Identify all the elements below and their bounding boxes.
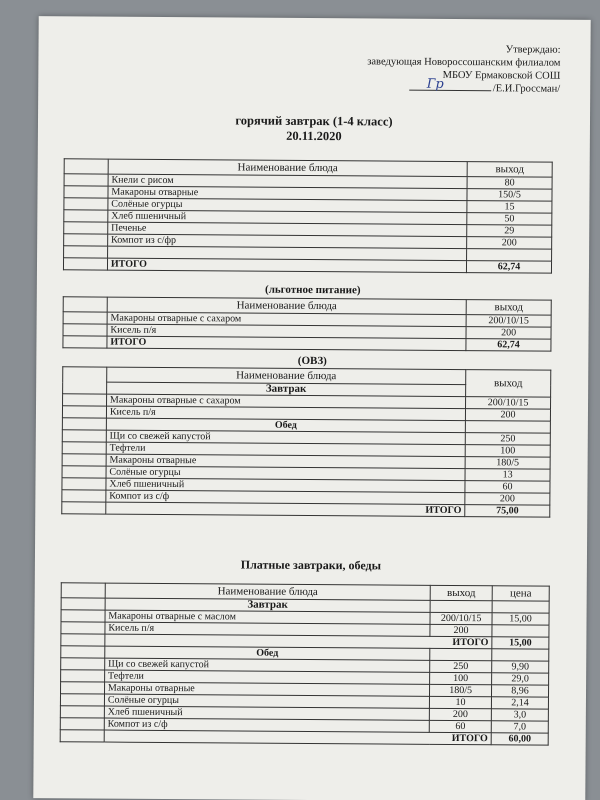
document-date: 20.11.2020 bbox=[286, 128, 342, 144]
total-value: 60,00 bbox=[491, 733, 548, 745]
dish-name: Кнели с рисом bbox=[108, 174, 467, 189]
dish-output: 200 bbox=[467, 237, 552, 250]
header-output: выход bbox=[466, 300, 551, 316]
dish-price: 15,00 bbox=[492, 613, 549, 625]
dish-name: Солёные огурцы bbox=[104, 694, 429, 708]
dish-name: Щи со свежей капустой bbox=[105, 658, 430, 672]
dish-name: Печенье bbox=[108, 222, 467, 237]
total-row bbox=[60, 730, 548, 745]
menu-document bbox=[33, 16, 590, 800]
dish-name: Солёные огурцы bbox=[106, 466, 465, 481]
approval-signature-row bbox=[367, 76, 561, 95]
dish-name: Кисель п/я bbox=[105, 622, 430, 636]
dish-name: Макароны отварные bbox=[106, 454, 465, 469]
dish-output: 200/10/15 bbox=[466, 397, 551, 410]
dish-name: Тефтели bbox=[106, 442, 465, 457]
header-dish-name: Наименование блюда bbox=[107, 297, 466, 315]
total-value: 75,00 bbox=[465, 505, 550, 518]
total-row bbox=[63, 258, 551, 273]
dish-price: 2,14 bbox=[491, 697, 548, 709]
header-dish-name: Наименование блюда bbox=[107, 367, 466, 385]
dish-output: 29 bbox=[467, 225, 552, 238]
lunch-label: Обед bbox=[106, 418, 465, 433]
dish-output: 60 bbox=[465, 481, 550, 494]
dish-name: Солёные огурцы bbox=[108, 198, 467, 213]
dish-output: 180/5 bbox=[465, 457, 550, 470]
total-label: ИТОГО bbox=[107, 336, 466, 351]
dish-output: 200/10/15 bbox=[466, 315, 551, 328]
dish-output: 200 bbox=[465, 493, 550, 506]
approval-position: заведующая Новороссошанским филиалом bbox=[367, 56, 561, 69]
dish-price: 3,0 bbox=[491, 709, 548, 721]
dish-output: 13 bbox=[465, 469, 550, 482]
dish-output: 100 bbox=[430, 672, 492, 684]
header-output: выход bbox=[466, 370, 551, 398]
section-title-discount: (льготное питание) bbox=[265, 283, 361, 297]
dish-name: Макароны отварные с сахаром bbox=[106, 394, 465, 409]
total-row bbox=[62, 502, 550, 517]
header-price: цена bbox=[492, 586, 549, 601]
dish-name: Хлеб пшеничный bbox=[106, 478, 465, 493]
approval-name: /Е.И.Гроссман/ bbox=[492, 83, 561, 95]
approval-block bbox=[367, 42, 561, 95]
dish-output: 180/5 bbox=[430, 684, 492, 696]
dish-name: Хлеб пшеничный bbox=[104, 706, 429, 720]
dish-name: Кисель п/я bbox=[106, 406, 465, 421]
dish-name: Компот из с/фр bbox=[108, 234, 467, 249]
signature-line bbox=[409, 76, 491, 92]
document-header bbox=[38, 112, 590, 146]
menu-table-ovz bbox=[61, 366, 551, 517]
dish-output: 80 bbox=[467, 177, 552, 190]
menu-table-main bbox=[63, 158, 553, 273]
approval-school: МБОУ Ермаковской СОШ bbox=[442, 69, 561, 82]
total-row bbox=[63, 336, 551, 351]
dish-name: Хлеб пшеничный bbox=[108, 210, 467, 225]
document-title: горячий завтрак (1-4 класс) bbox=[235, 113, 393, 129]
dish-output: 100 bbox=[465, 445, 550, 458]
dish-output: 50 bbox=[467, 213, 552, 226]
total-label: ИТОГО bbox=[107, 258, 466, 273]
breakfast-label: Завтрак bbox=[106, 382, 465, 397]
handwritten-signature: Гр bbox=[426, 76, 444, 92]
dish-name: Кисель п/я bbox=[107, 324, 466, 339]
dish-output: 250 bbox=[430, 660, 492, 672]
dish-name: Макароны отварные bbox=[108, 186, 467, 201]
dish-output: 200 bbox=[430, 624, 492, 636]
total-label: ИТОГО bbox=[104, 730, 491, 745]
dish-price: 29,0 bbox=[492, 673, 549, 685]
section-title-paid: Платные завтраки, обеды bbox=[240, 557, 382, 573]
dish-name: Макароны отварные bbox=[104, 682, 429, 696]
dish-name: Щи со свежей капустой bbox=[106, 430, 465, 445]
menu-table-paid bbox=[60, 582, 550, 745]
dish-price: 8,96 bbox=[492, 685, 549, 697]
dish-output: 10 bbox=[430, 696, 492, 708]
total-label: ИТОГО bbox=[105, 634, 492, 649]
total-value: 62,74 bbox=[466, 339, 551, 352]
dish-output: 200 bbox=[429, 708, 491, 720]
lunch-label: Обед bbox=[105, 646, 430, 660]
dish-price: 7,0 bbox=[491, 721, 548, 733]
header-output: выход bbox=[467, 162, 552, 178]
section-title-ovz: (ОВЗ) bbox=[297, 354, 327, 368]
dish-name: Макароны отварные с маслом bbox=[105, 610, 430, 624]
dish-output: 200/10/15 bbox=[430, 612, 492, 624]
dish-name: Компот из с/ф bbox=[106, 490, 465, 505]
dish-output: 200 bbox=[466, 327, 551, 340]
header-dish-name: Наименование блюда bbox=[105, 583, 430, 600]
total-value: 62,74 bbox=[467, 261, 552, 274]
dish-output: 250 bbox=[465, 433, 550, 446]
total-value: 15,00 bbox=[492, 637, 549, 649]
dish-name: Тефтели bbox=[104, 670, 429, 684]
header-dish-name: Наименование блюда bbox=[108, 159, 467, 177]
header-output: выход bbox=[430, 585, 492, 600]
breakfast-label: Завтрак bbox=[105, 598, 430, 612]
total-label: ИТОГО bbox=[106, 502, 465, 517]
dish-output: 60 bbox=[429, 720, 491, 732]
dish-output: 200 bbox=[466, 409, 551, 422]
dish-price bbox=[492, 625, 549, 637]
approval-heading: Утверждаю: bbox=[505, 44, 561, 56]
menu-table-discount bbox=[62, 296, 551, 351]
dish-output: 150/5 bbox=[467, 189, 552, 202]
dish-output: 15 bbox=[467, 201, 552, 214]
dish-name: Макароны отварные с сахаром bbox=[107, 312, 466, 327]
dish-name: Компот из с/ф bbox=[104, 718, 429, 732]
dish-price: 9,90 bbox=[492, 661, 549, 673]
